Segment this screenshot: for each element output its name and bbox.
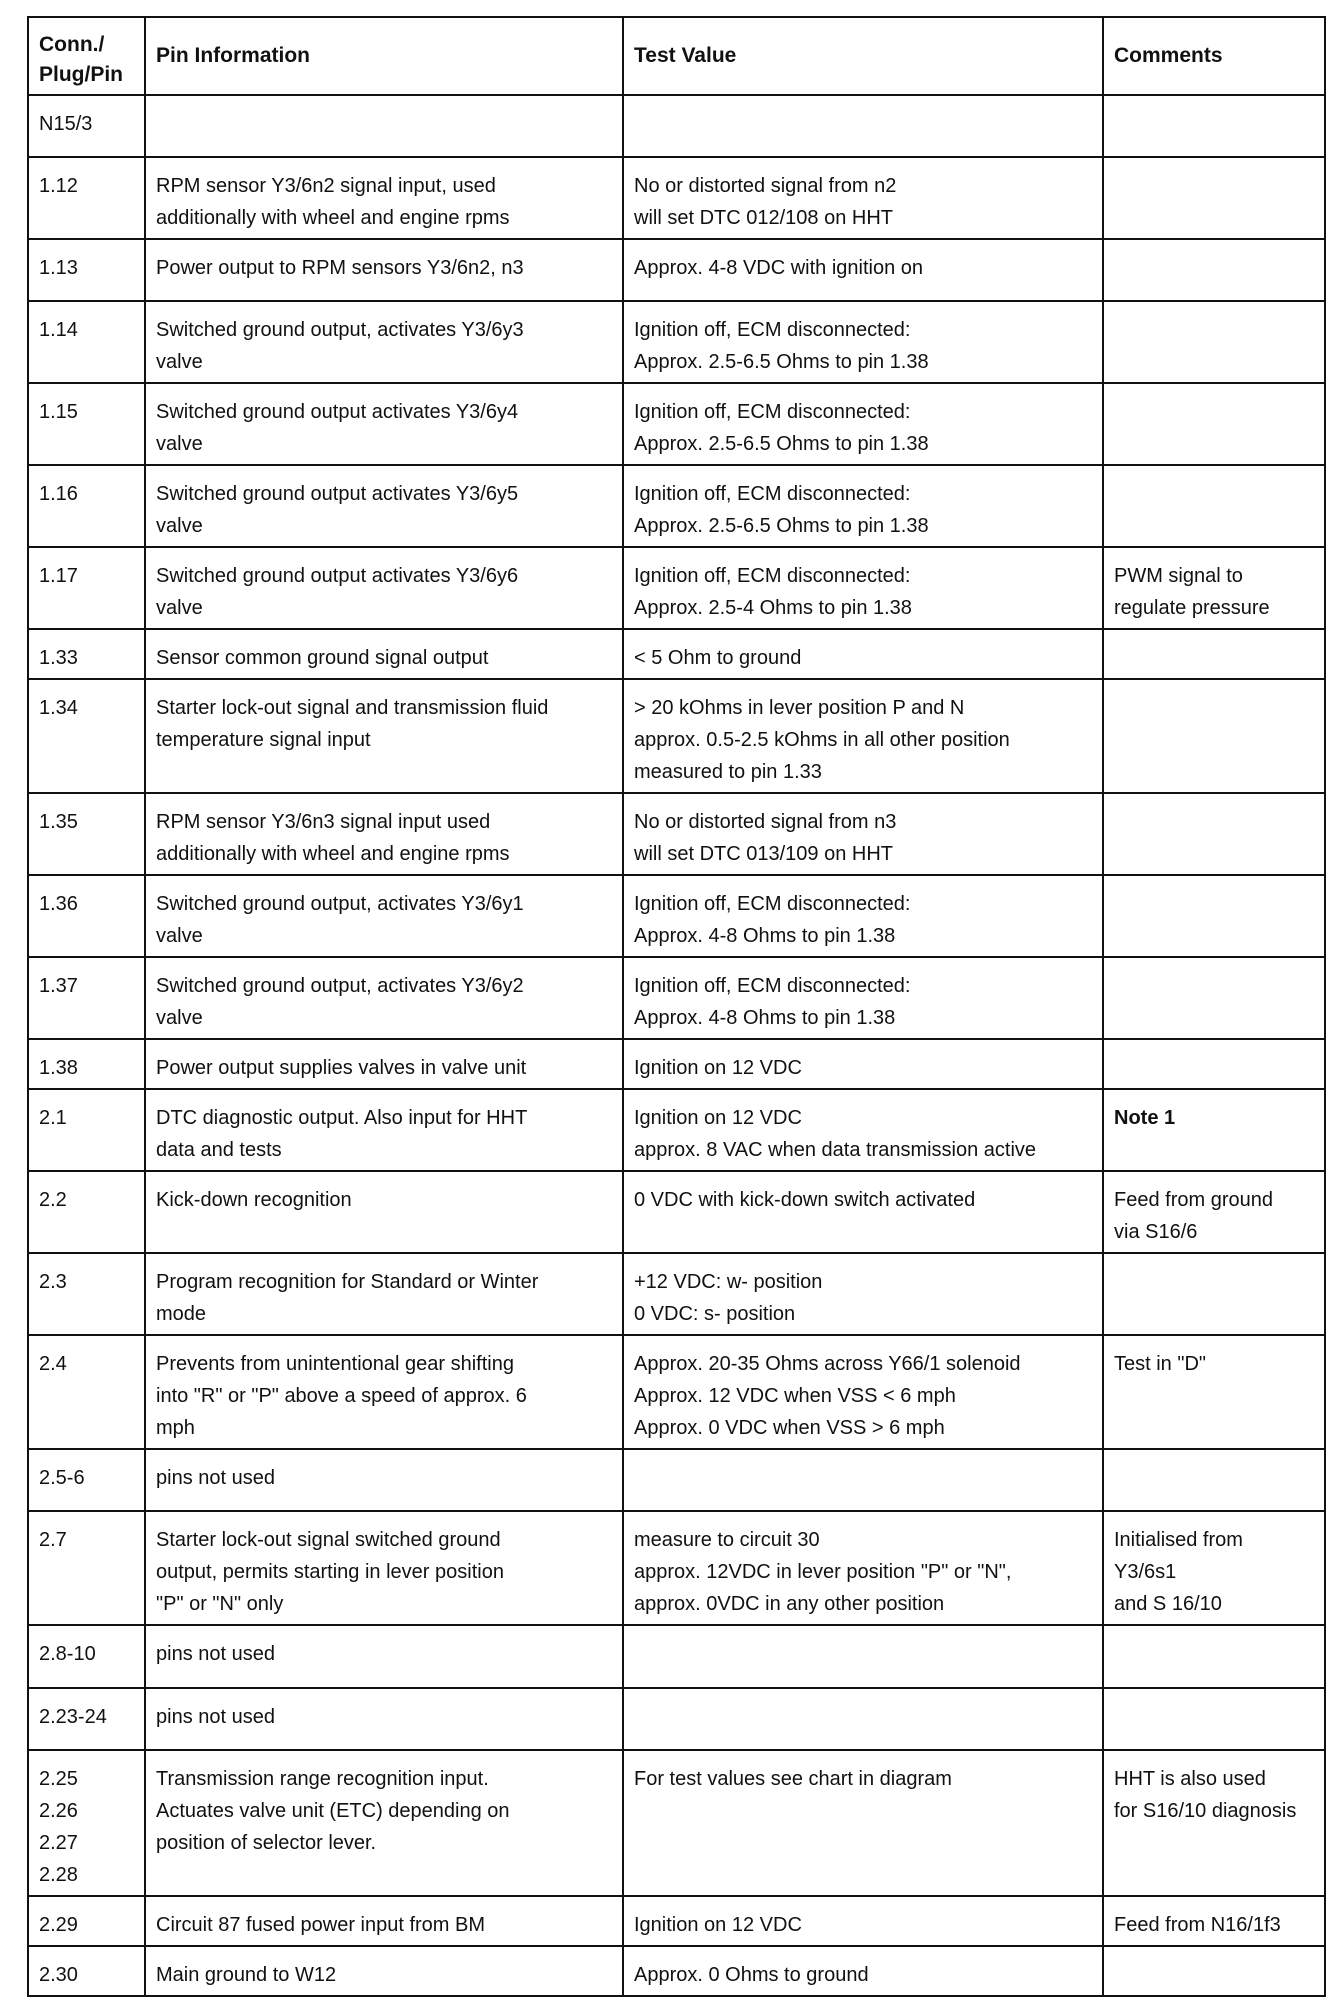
cell-pin-information: Circuit 87 fused power input from BM	[145, 1896, 623, 1946]
cell-test-value: Ignition on 12 VDC approx. 8 VAC when data transmission active	[623, 1089, 1103, 1171]
cell-comments	[1103, 629, 1325, 679]
cell-pin: N15/3	[28, 95, 145, 157]
table-row	[28, 301, 1325, 383]
cell-comments	[1103, 1625, 1325, 1688]
cell-test-value: No or distorted signal from n3 will set DTC 013/109 on HHT	[623, 793, 1103, 875]
cell-comments	[1103, 1449, 1325, 1511]
cell-pin-information: RPM sensor Y3/6n3 signal input used additionally with wheel and engine rpms	[145, 793, 623, 875]
cell-test-value: Ignition off, ECM disconnected: Approx. 2.5-6.5 Ohms to pin 1.38	[623, 465, 1103, 547]
table-row	[28, 793, 1325, 875]
table-row	[28, 1449, 1325, 1511]
table-row	[28, 1688, 1325, 1750]
cell-pin-information: Switched ground output, activates Y3/6y2 valve	[145, 957, 623, 1039]
cell-pin: 2.23-24	[28, 1688, 145, 1750]
cell-test-value	[623, 1625, 1103, 1688]
cell-test-value: Ignition off, ECM disconnected: Approx. 2.5-4 Ohms to pin 1.38	[623, 547, 1103, 629]
cell-pin-information: Power output supplies valves in valve unit	[145, 1039, 623, 1089]
cell-pin-information: Switched ground output, activates Y3/6y3 valve	[145, 301, 623, 383]
pin-info-table	[27, 16, 1326, 1997]
cell-pin: 2.25 2.26 2.27 2.28	[28, 1750, 145, 1896]
col-header-comments: Comments	[1103, 17, 1325, 95]
table-row	[28, 157, 1325, 239]
cell-test-value: Ignition on 12 VDC	[623, 1039, 1103, 1089]
cell-pin-information: RPM sensor Y3/6n2 signal input, used additionally with wheel and engine rpms	[145, 157, 623, 239]
cell-pin: 1.36	[28, 875, 145, 957]
cell-pin: 1.17	[28, 547, 145, 629]
cell-pin-information: Switched ground output activates Y3/6y5 valve	[145, 465, 623, 547]
cell-pin-information: Program recognition for Standard or Winter mode	[145, 1253, 623, 1335]
cell-pin: 1.13	[28, 239, 145, 301]
cell-pin-information: Transmission range recognition input. Actuates valve unit (ETC) depending on position of selector lever.	[145, 1750, 623, 1896]
cell-pin-information: pins not used	[145, 1688, 623, 1750]
cell-pin-information: Switched ground output, activates Y3/6y1 valve	[145, 875, 623, 957]
cell-comments	[1103, 875, 1325, 957]
cell-comments	[1103, 1253, 1325, 1335]
cell-pin: 1.15	[28, 383, 145, 465]
col-header-value: Test Value	[623, 17, 1103, 95]
table-row	[28, 1171, 1325, 1253]
cell-pin: 2.1	[28, 1089, 145, 1171]
table-row	[28, 95, 1325, 157]
cell-pin: 2.7	[28, 1511, 145, 1625]
cell-comments: Initialised from Y3/6s1 and S 16/10	[1103, 1511, 1325, 1625]
cell-comments: Feed from ground via S16/6	[1103, 1171, 1325, 1253]
cell-pin-information: pins not used	[145, 1449, 623, 1511]
cell-comments	[1103, 465, 1325, 547]
cell-test-value	[623, 95, 1103, 157]
cell-pin: 1.33	[28, 629, 145, 679]
cell-comments	[1103, 1688, 1325, 1750]
cell-pin: 2.3	[28, 1253, 145, 1335]
table-row	[28, 1511, 1325, 1625]
table-row	[28, 1089, 1325, 1171]
cell-pin-information: Starter lock-out signal switched ground output, permits starting in lever position "P" or "N" only	[145, 1511, 623, 1625]
cell-pin-information: Kick-down recognition	[145, 1171, 623, 1253]
cell-pin-information: Starter lock-out signal and transmission fluid temperature signal input	[145, 679, 623, 793]
table-row	[28, 239, 1325, 301]
table-row	[28, 547, 1325, 629]
cell-pin-information: Switched ground output activates Y3/6y6 valve	[145, 547, 623, 629]
table-row	[28, 383, 1325, 465]
cell-comments	[1103, 1039, 1325, 1089]
cell-pin-information: Main ground to W12	[145, 1946, 623, 1996]
cell-pin-information: DTC diagnostic output. Also input for HHT data and tests	[145, 1089, 623, 1171]
cell-comments: PWM signal to regulate pressure	[1103, 547, 1325, 629]
cell-comments	[1103, 793, 1325, 875]
cell-test-value: Ignition off, ECM disconnected: Approx. 4-8 Ohms to pin 1.38	[623, 957, 1103, 1039]
cell-test-value: For test values see chart in diagram	[623, 1750, 1103, 1896]
cell-pin: 2.5-6	[28, 1449, 145, 1511]
cell-pin: 1.12	[28, 157, 145, 239]
cell-comments	[1103, 239, 1325, 301]
table-row	[28, 1625, 1325, 1688]
cell-test-value: > 20 kOhms in lever position P and N approx. 0.5-2.5 kOhms in all other position measured to pin 1.33	[623, 679, 1103, 793]
cell-test-value: 0 VDC with kick-down switch activated	[623, 1171, 1103, 1253]
table-row	[28, 1750, 1325, 1896]
cell-pin-information: pins not used	[145, 1625, 623, 1688]
cell-comments: Note 1	[1103, 1089, 1325, 1171]
cell-test-value	[623, 1688, 1103, 1750]
cell-comments	[1103, 383, 1325, 465]
cell-pin: 1.14	[28, 301, 145, 383]
cell-test-value: Ignition off, ECM disconnected: Approx. 2.5-6.5 Ohms to pin 1.38	[623, 301, 1103, 383]
cell-test-value	[623, 1449, 1103, 1511]
cell-test-value: +12 VDC: w- position 0 VDC: s- position	[623, 1253, 1103, 1335]
cell-pin: 1.38	[28, 1039, 145, 1089]
cell-pin-information	[145, 95, 623, 157]
cell-test-value: No or distorted signal from n2 will set DTC 012/108 on HHT	[623, 157, 1103, 239]
cell-pin: 1.34	[28, 679, 145, 793]
cell-pin: 1.37	[28, 957, 145, 1039]
cell-comments	[1103, 157, 1325, 239]
cell-pin-information: Prevents from unintentional gear shifting into "R" or "P" above a speed of approx. 6 mph	[145, 1335, 623, 1449]
cell-comments: Test in "D"	[1103, 1335, 1325, 1449]
cell-test-value: Approx. 20-35 Ohms across Y66/1 solenoid Approx. 12 VDC when VSS < 6 mph Approx. 0 VDC when VSS > 6 mph	[623, 1335, 1103, 1449]
cell-test-value: Ignition off, ECM disconnected: Approx. 2.5-6.5 Ohms to pin 1.38	[623, 383, 1103, 465]
cell-comments: HHT is also used for S16/10 diagnosis	[1103, 1750, 1325, 1896]
cell-pin-information: Power output to RPM sensors Y3/6n2, n3	[145, 239, 623, 301]
table-row	[28, 679, 1325, 793]
table-row	[28, 1253, 1325, 1335]
table-row	[28, 1039, 1325, 1089]
table-row	[28, 629, 1325, 679]
cell-pin: 2.4	[28, 1335, 145, 1449]
cell-pin-information: Sensor common ground signal output	[145, 629, 623, 679]
cell-comments: Feed from N16/1f3	[1103, 1896, 1325, 1946]
cell-test-value: measure to circuit 30 approx. 12VDC in lever position "P" or "N", approx. 0VDC in any other position	[623, 1511, 1103, 1625]
cell-comments	[1103, 679, 1325, 793]
cell-comments	[1103, 95, 1325, 157]
col-header-info: Pin Information	[145, 17, 623, 95]
cell-comments	[1103, 957, 1325, 1039]
cell-test-value: Approx. 0 Ohms to ground	[623, 1946, 1103, 1996]
table-row	[28, 1896, 1325, 1946]
cell-test-value: Ignition on 12 VDC	[623, 1896, 1103, 1946]
cell-pin: 2.8-10	[28, 1625, 145, 1688]
table-row	[28, 465, 1325, 547]
table-row	[28, 1335, 1325, 1449]
col-header-pin: Conn./ Plug/Pin	[28, 17, 145, 95]
cell-pin: 2.2	[28, 1171, 145, 1253]
cell-pin: 2.30	[28, 1946, 145, 1996]
table-body	[28, 95, 1325, 1996]
cell-comments	[1103, 301, 1325, 383]
cell-pin: 2.29	[28, 1896, 145, 1946]
cell-pin-information: Switched ground output activates Y3/6y4 valve	[145, 383, 623, 465]
header-row	[28, 17, 1325, 95]
cell-pin: 1.16	[28, 465, 145, 547]
table-row	[28, 1946, 1325, 1996]
cell-test-value: < 5 Ohm to ground	[623, 629, 1103, 679]
cell-test-value: Approx. 4-8 VDC with ignition on	[623, 239, 1103, 301]
table-row	[28, 875, 1325, 957]
table-row	[28, 957, 1325, 1039]
cell-comments	[1103, 1946, 1325, 1996]
cell-test-value: Ignition off, ECM disconnected: Approx. 4-8 Ohms to pin 1.38	[623, 875, 1103, 957]
cell-pin: 1.35	[28, 793, 145, 875]
